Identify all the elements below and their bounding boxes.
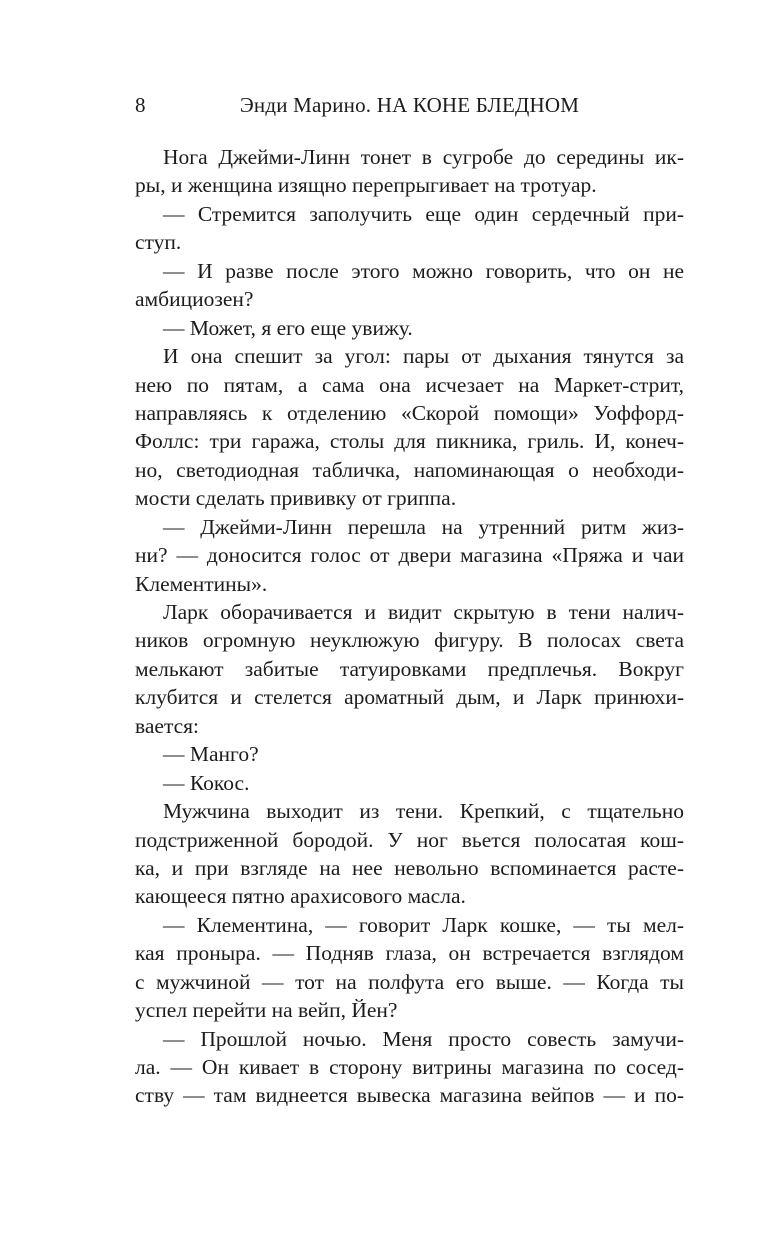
- text-line: — Клементина, — говорит Ларк кошке, — ты мел-: [163, 912, 684, 937]
- paragraph: [135, 143, 684, 200]
- text-line: кающееся пятно арахисового масла.: [135, 884, 466, 909]
- text-line: — Джейми-Линн перешла на утренний ритм жиз-: [163, 514, 684, 539]
- paragraph: [135, 769, 684, 797]
- paragraph: [135, 598, 684, 740]
- text-line: ка, и при взгляде на нее невольно вспоминается расте-: [135, 855, 684, 880]
- text-line: клубится и стелется ароматный дым, и Ларк принюхи-: [135, 685, 684, 710]
- text-line: с мужчиной — тот на полфута его выше. — Когда ты: [135, 969, 684, 994]
- text-line: — И разве после этого можно говорить, что он не: [163, 258, 684, 283]
- text-line: мости сделать прививку от гриппа.: [135, 486, 457, 511]
- text-line: ры, и женщина изящно перепрыгивает на тротуар.: [135, 173, 597, 198]
- text-line: успел перейти на вейп, Йен?: [135, 998, 398, 1023]
- paragraph: [135, 314, 684, 342]
- text-line: вается:: [135, 713, 200, 738]
- page-header: [135, 90, 684, 120]
- text-line: — Кокос.: [163, 770, 250, 795]
- text-line: нею по пятам, а сама она исчезает на Маркет-стрит,: [135, 372, 684, 397]
- text-line: — Стремится заполучить еще один сердечный при-: [163, 201, 684, 226]
- running-head: Энди Марино. НА КОНЕ БЛЕДНОМ: [239, 93, 580, 117]
- text-line: кая проныра. — Подняв глаза, он встречается взглядом: [135, 941, 684, 966]
- text-line: ни? — доносится голос от двери магазина «Пряжа и чаи: [135, 543, 684, 568]
- text-line: Мужчина выходит из тени. Крепкий, с тщательно: [163, 799, 684, 824]
- page-number: 8: [135, 93, 146, 117]
- text-line: но, светодиодная табличка, напоминающая о необходи-: [135, 457, 684, 482]
- text-line: мелькают забитые татуировками предплечья. Вокруг: [135, 656, 684, 681]
- paragraph: [135, 740, 684, 768]
- text-line: ступ.: [135, 230, 182, 255]
- text-line: — Может, я его еще увижу.: [163, 315, 413, 340]
- text-line: — Прошлой ночью. Меня просто совесть замучи-: [163, 1026, 684, 1051]
- paragraph: [135, 257, 684, 314]
- text-line: — Манго?: [163, 742, 259, 767]
- text-line: амбициозен?: [135, 287, 254, 312]
- text-line: Ларк оборачивается и видит скрытую в тени налич-: [163, 600, 684, 624]
- text-line: подстриженной бородой. У ног вьется полосатая кош-: [135, 827, 684, 852]
- paragraph: [135, 1025, 684, 1110]
- paragraph: [135, 911, 684, 1025]
- text-line: Клементины».: [135, 571, 268, 596]
- text-line: Фоллс: три гаража, столы для пикника, гриль. И, конеч-: [135, 429, 684, 454]
- text-line: ников огромную неуклюжую фигуру. В полосах света: [135, 628, 684, 653]
- text-line: И она спешит за угол: пары от дыхания тянутся за: [163, 344, 684, 369]
- paragraph: [135, 513, 684, 598]
- paragraph: [135, 797, 684, 911]
- text-line: ству — там виднеется вывеска магазина вейпов — и по-: [135, 1083, 684, 1108]
- paragraph: [135, 342, 684, 513]
- text-line: направляясь к отделению «Скорой помощи» Уоффорд-: [135, 400, 684, 425]
- body-text: [135, 143, 684, 1110]
- text-line: ла. — Он кивает в сторону витрины магазина по сосед-: [135, 1055, 684, 1079]
- paragraph: [135, 200, 684, 257]
- text-line: Нога Джейми-Линн тонет в сугробе до середины ик-: [163, 145, 684, 169]
